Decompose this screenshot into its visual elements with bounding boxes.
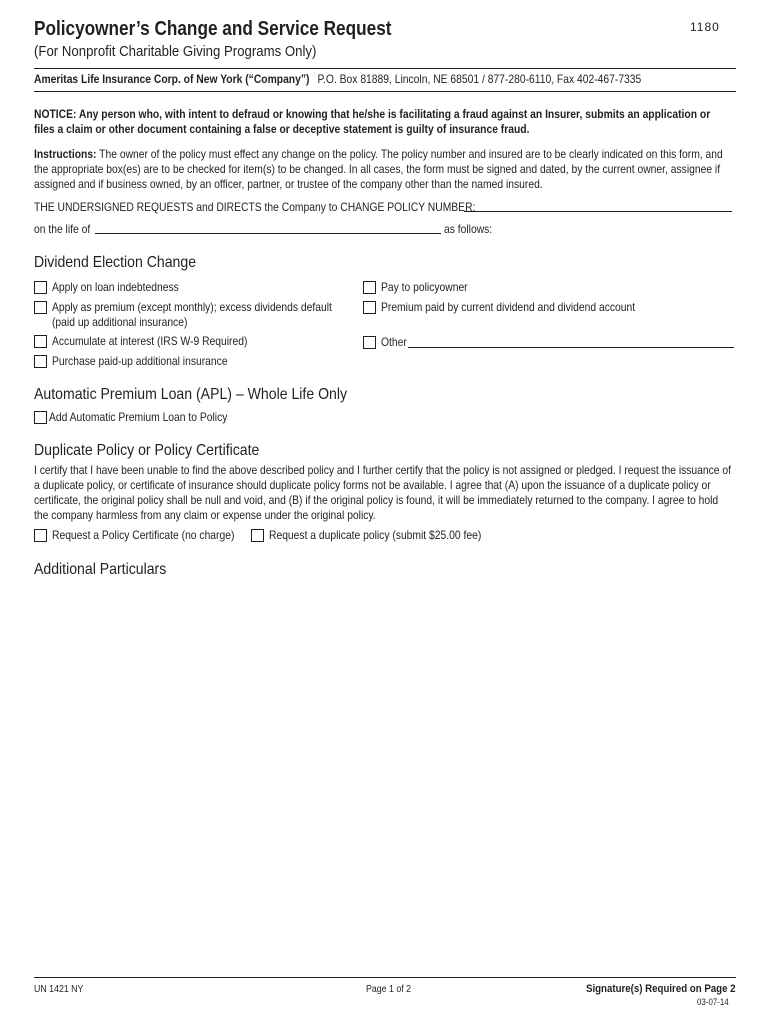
fraud-notice: NOTICE: Any person who, with intent to defraud or knowing that he/she is facilitating a fraud against an Insurer, submits an application or files a claim or other document containing a false or deceptive statement is guilty of insurance fraud. <box>34 107 711 136</box>
policy-number-label: THE UNDERSIGNED REQUESTS and DIRECTS the Company to CHANGE POLICY NUMBER: <box>34 200 476 214</box>
dividend-option-loan[interactable] <box>34 280 199 295</box>
option-label: Purchase paid-up additional insurance <box>52 354 228 368</box>
dividend-option-pay-owner[interactable] <box>363 280 482 295</box>
insured-name-field[interactable] <box>95 233 441 234</box>
option-label: Request a Policy Certificate (no charge) <box>52 528 235 542</box>
duplicate-option-duplicate[interactable] <box>251 528 516 543</box>
checkbox[interactable] <box>34 529 47 542</box>
company-divider <box>34 91 736 92</box>
checkbox[interactable] <box>363 301 376 314</box>
header-divider <box>34 68 736 69</box>
checkbox[interactable] <box>34 355 47 368</box>
option-label <box>52 300 332 330</box>
option-label: Apply on loan indebtedness <box>52 280 179 294</box>
option-label: Accumulate at interest (IRS W-9 Required) <box>52 334 248 348</box>
policy-number-field[interactable] <box>464 211 732 212</box>
company-address: P.O. Box 81889, Lincoln, NE 68501 / 877-280-6110, Fax 402-467-7335 <box>317 72 642 86</box>
checkbox[interactable] <box>34 301 47 314</box>
dividend-option-other[interactable] <box>363 335 411 350</box>
as-follows-label: as follows: <box>444 222 493 236</box>
other-option-field[interactable] <box>408 347 734 348</box>
option-label-line2: (paid up additional insurance) <box>52 315 188 329</box>
duplicate-section-title: Duplicate Policy or Policy Certificate <box>34 442 260 459</box>
company-name: Ameritas Life Insurance Corp. of New York (“Company”) <box>34 72 310 86</box>
instructions-text: The owner of the policy must effect any change on the policy. The policy number and insured are to be clearly indicated on this form, and the appropriate box(es) are to be checked for item(s) to be changed. In all cases, the form must be signed and dated, by the current owner, assignee if assigned and if business owned, by an officer, partner, or trustee of the company other than the named insured. <box>34 147 723 191</box>
form-number: 1180 <box>690 20 720 34</box>
option-label: Other <box>381 335 407 349</box>
checkbox[interactable] <box>34 281 47 294</box>
duplicate-option-certificate[interactable] <box>34 528 264 543</box>
checkbox[interactable] <box>34 335 47 348</box>
dividend-option-premium[interactable] <box>34 300 377 330</box>
company-info <box>34 72 641 86</box>
additional-section-title: Additional Particulars <box>34 561 167 578</box>
signature-note: Signature(s) Required on Page 2 <box>586 983 736 995</box>
option-label: Request a duplicate policy (submit $25.00 fee) <box>269 528 482 542</box>
date-code: 03-07-14 <box>697 997 729 1007</box>
additional-particulars-area[interactable] <box>34 590 736 970</box>
dividend-option-interest[interactable] <box>34 334 279 349</box>
apl-section-title: Automatic Premium Loan (APL) – Whole Life Only <box>34 386 348 403</box>
checkbox[interactable] <box>363 281 376 294</box>
option-label: Premium paid by current dividend and dividend account <box>381 300 636 314</box>
insured-label: on the life of <box>34 222 91 236</box>
footer-divider <box>34 977 736 978</box>
dividend-section-title: Dividend Election Change <box>34 254 197 271</box>
instructions-label: Instructions: <box>34 147 97 161</box>
option-label-line1: Apply as premium (except monthly); excess dividends default <box>52 300 332 314</box>
page-title: Policyowner’s Change and Service Request <box>34 18 392 40</box>
page-indicator: Page 1 of 2 <box>366 984 412 995</box>
dividend-option-premium-current[interactable] <box>363 300 677 315</box>
apl-option[interactable] <box>34 410 256 425</box>
option-label: Pay to policyowner <box>381 280 468 294</box>
dividend-option-paid-up[interactable] <box>34 354 256 369</box>
checkbox[interactable] <box>251 529 264 542</box>
form-code: UN 1421 NY <box>34 984 84 995</box>
instructions <box>34 147 732 192</box>
page-subtitle: (For Nonprofit Charitable Giving Programs Only) <box>34 43 317 60</box>
option-label: Add Automatic Premium Loan to Policy <box>49 410 228 424</box>
duplicate-certification-text: I certify that I have been unable to find the above described policy and I further certify that the policy is not assigned or pledged. I request the issuance of a duplicate policy, or certificate of insurance should duplicate policy forms not be available. I agree that (A) upon the issuance of a duplicate policy or certificate, the original policy shall be null and void, and (B) if the original policy is found, it will be immediately returned to the company. I agree to hold the company harmless from any claim or expense under the original policy. <box>34 463 732 522</box>
checkbox[interactable] <box>363 336 376 349</box>
checkbox[interactable] <box>34 411 47 424</box>
